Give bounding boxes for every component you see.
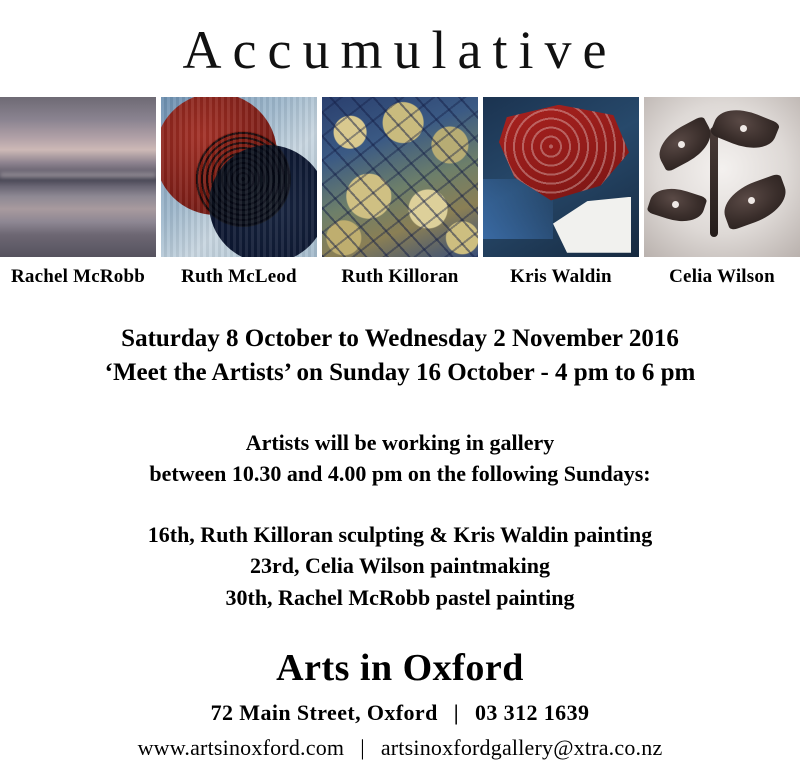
gallery-name: Arts in Oxford: [276, 646, 524, 689]
artist-name-label: Ruth McLeod: [181, 265, 297, 287]
artwork-thumbnail-mottled-cellular-painting: [322, 97, 478, 257]
working-line-2: between 10.30 and 4.00 pm on the following Sundays:: [149, 460, 651, 486]
leaf-spot: [748, 197, 755, 204]
artist-name-label: Kris Waldin: [510, 265, 612, 287]
working-line-1: Artists will be working in gallery: [245, 429, 555, 455]
page-title: Accumulative: [182, 20, 618, 80]
artist-cell: [644, 97, 800, 288]
artist-cell: [483, 97, 639, 288]
exhibition-dates: [0, 322, 800, 391]
gallery-address-line: [0, 700, 800, 726]
artists-working-info: [0, 427, 800, 489]
leaf-shape: [651, 115, 718, 172]
artwork-thumbnail-red-blue-circles-print: [161, 97, 317, 257]
website-link[interactable]: www.artsinoxford.com: [137, 734, 345, 760]
email-link[interactable]: artsinoxfordgallery@xtra.co.nz: [380, 734, 663, 760]
leaf-spot: [740, 125, 747, 132]
separator: |: [360, 734, 365, 760]
gallery-contact-line: [0, 735, 800, 761]
leaf-shape: [717, 173, 792, 231]
artist-cell: [0, 97, 156, 288]
white-shape: [553, 197, 631, 253]
sunday-schedule-item: 16th, Ruth Killoran sculpting & Kris Waldin painting: [147, 522, 653, 548]
stem-shape: [710, 127, 718, 237]
artwork-thumbnail-monochrome-botanical-print: [644, 97, 800, 257]
separator: |: [453, 699, 459, 725]
vein-texture: [322, 97, 478, 257]
meet-the-artists-line: ‘Meet the Artists’ on Sunday 16 October - 4 pm to 6 pm: [104, 359, 696, 387]
artwork-thumbnail-red-patterned-shape-on-blue: [483, 97, 639, 257]
artist-name-label: Celia Wilson: [669, 265, 775, 287]
sunday-schedule-item: 30th, Rachel McRobb pastel painting: [225, 584, 575, 610]
phone-number: 03 312 1639: [474, 699, 590, 725]
artist-cell: [322, 97, 478, 288]
artist-image-strip: [0, 97, 800, 288]
leaf-spot: [672, 201, 679, 208]
exhibition-date-range: Saturday 8 October to Wednesday 2 November 2016: [121, 324, 679, 352]
artist-name-label: Ruth Killoran: [341, 265, 459, 287]
artist-name-label: Rachel McRobb: [10, 265, 145, 287]
leaf-spot: [678, 141, 685, 148]
sunday-schedule-list: [0, 519, 800, 613]
artist-cell: [161, 97, 317, 288]
hatch-texture: [161, 97, 317, 257]
street-address: 72 Main Street, Oxford: [210, 699, 438, 725]
sunday-schedule-item: 23rd, Celia Wilson paintmaking: [250, 553, 550, 579]
artwork-thumbnail-seascape-pastel: [0, 97, 156, 257]
